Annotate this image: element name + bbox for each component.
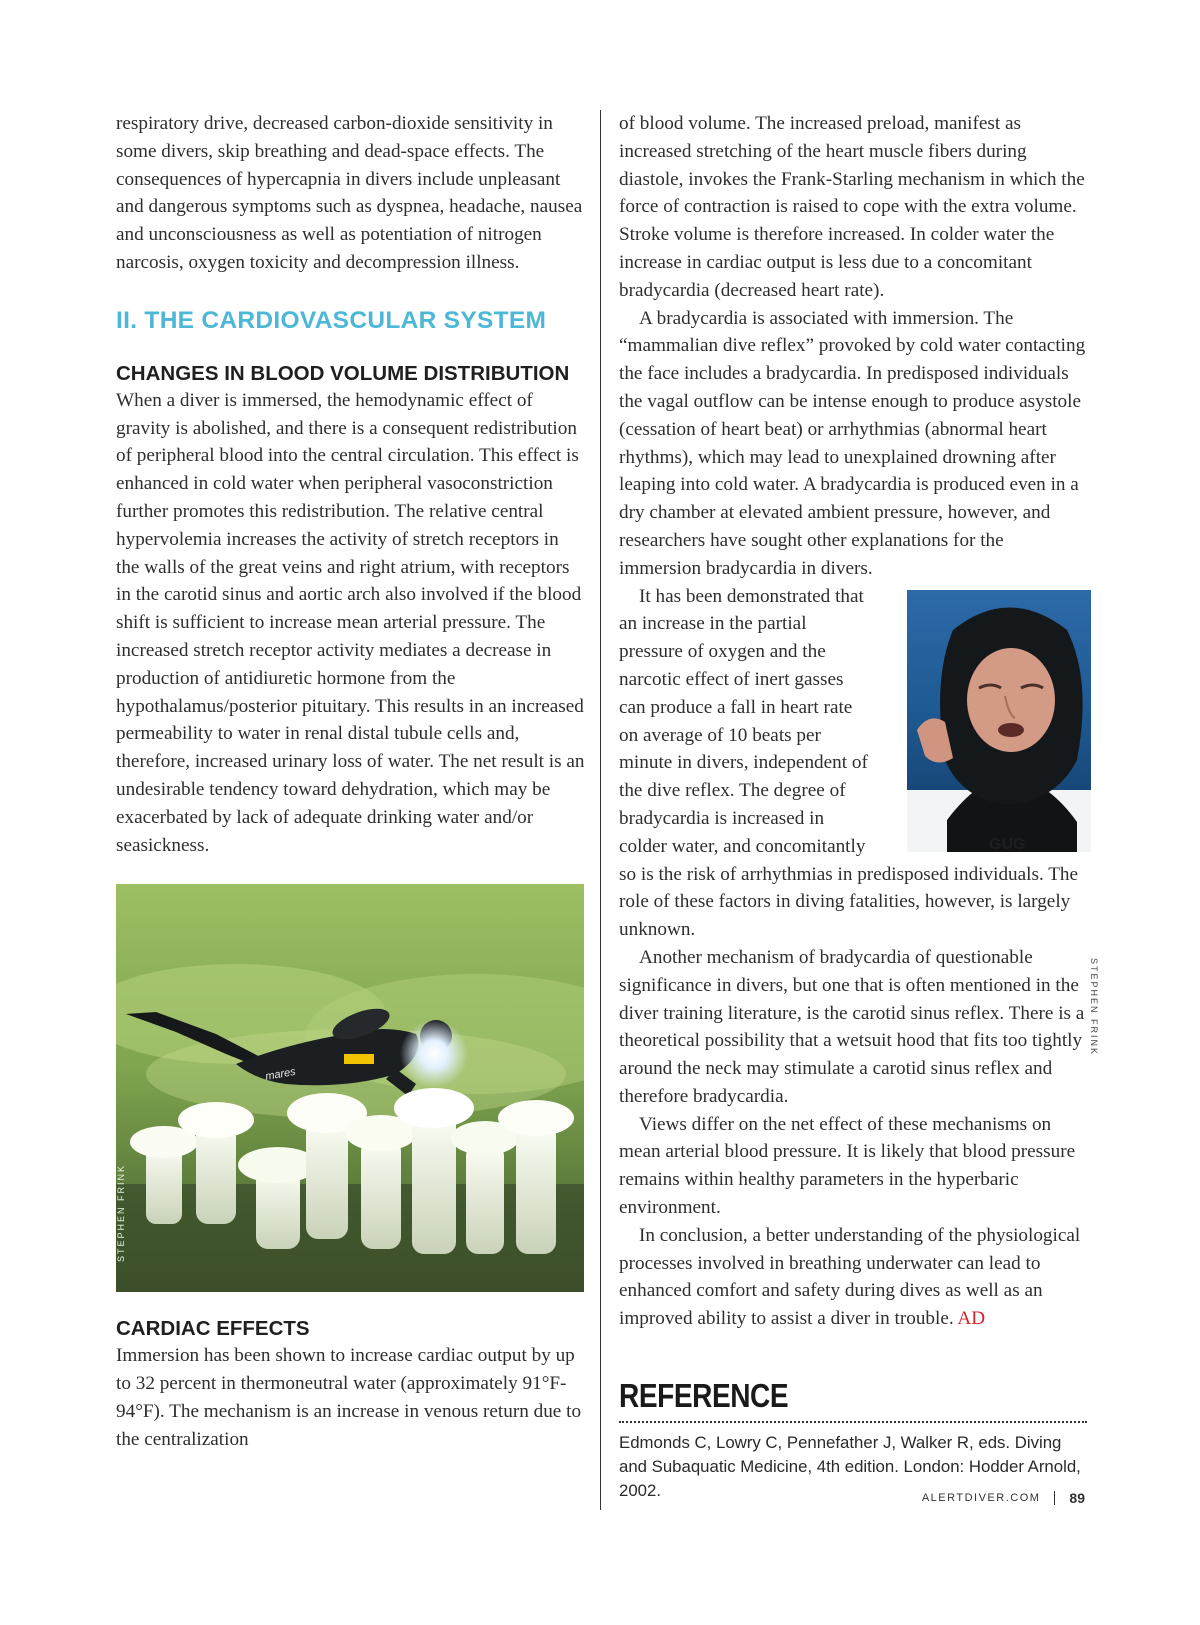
blood-volume-paragraph: When a diver is immersed, the hemodynamic effect of gravity is abolished, and there is a consequent redistribution of peripheral blood into the central circulation. This effect is enhanced in cold water when peripheral vasoconstriction further promotes this redistribution. The relative central hypervolemia increases the activity of stretch receptors in the walls of the great veins and right atrium, with receptors in the carotid sinus and aortic arch also involved if the blood shift is sufficient to increase mean arterial pressure. The increased stretch receptor activity mediates a decrease in production of antidiuretic hormone from the hypothalamus/posterior pituitary. This results in an increased permeability to water in renal distal tubule cells and, therefore, increased urinary loss of water. The net result is an undesirable tendency toward dehydration, which may be exacerbated by lack of adequate drinking water and/or seasickness. (116, 389, 585, 856)
hooded-diver-image (907, 590, 1091, 852)
subhead-blood-volume: CHANGES IN BLOOD VOLUME DISTRIBUTION (116, 361, 570, 385)
column-divider (600, 110, 601, 1510)
cardiac-paragraph: Immersion has been shown to increase cardiac output by up to 32 percent in thermoneutral water (approximately 91°F-94°F). The mechanism is an increase in venous return due to the centralization (116, 1345, 582, 1450)
end-mark: AD (957, 1308, 986, 1330)
page-footer (922, 1490, 1085, 1506)
photo-diver-anemones (116, 884, 584, 1292)
footer-separator (1054, 1491, 1055, 1505)
right-column (619, 110, 1089, 1503)
right-para-5: Views differ on the net effect of these mechanisms on mean arterial blood pressure. It is likely that blood pressure remains within healthy parameters in the hyperbaric environment. (619, 1113, 1076, 1219)
photo-hooded-diver (887, 590, 1091, 852)
photo-credit-hooded-diver: STEPHEN FRINK (1089, 958, 1099, 1057)
right-para-1: of blood volume. The increased preload, manifest as increased stretching of the heart muscle fibers during diastole, invokes the Frank-Starling mechanism in which the force of contraction is raised to cope with the extra volume. Stroke volume is therefore increased. In colder water the increase in cardiac output is less due to a concomitant bradycardia (decreased heart rate). (619, 113, 1085, 301)
shirt-text: GUG (989, 835, 1026, 852)
right-para-3-text: It has been demonstrated that an increase in the partial pressure of oxygen and the narcotic effect of inert gasses can produce a fall in heart rate on average of 10 beats per minute in divers, independent of the dive reflex. The degree of bradycardia is increased in colder water, and concomitantly so is the risk of arrhythmias in predisposed individuals. The role of these factors in diving fatalities, however, is largely unknown. (619, 585, 1079, 941)
section-title: II. THE CARDIOVASCULAR SYSTEM (116, 306, 547, 334)
footer-site: ALERTDIVER.COM (921, 1492, 1041, 1504)
right-para-6 (619, 1222, 1089, 1333)
photo-credit-diver: STEPHEN FRINK (116, 1163, 126, 1262)
right-para-2: A bradycardia is associated with immersion. The “mammalian dive reflex” provoked by cold water contacting the face includes a bradycardia. In predisposed individuals the vagal outflow can be intense enough to produce asystole (cessation of heart beat) or arrhythmias (abnormal heart rhythms), which may lead to unexplained drowning after leaping into cold water. A bradycardia is produced even in a dry chamber at elevated ambient pressure, however, and researchers have sought other explanations for the immersion bradycardia in divers. (619, 307, 1086, 579)
diver-anemones-image (116, 884, 584, 1292)
subhead-cardiac: CARDIAC EFFECTS (116, 1317, 310, 1341)
left-column (116, 110, 586, 1454)
intro-paragraph: respiratory drive, decreased carbon-dioxide sensitivity in some divers, skip breathing and dead-space effects. The consequences of hypercapnia in divers include unpleasant and dangerous symptoms such as dyspnea, headache, nausea and unconsciousness as well as potentiation of nitrogen narcosis, oxygen toxicity and decompression illness. (116, 113, 583, 273)
reference-dotted-rule (619, 1421, 1087, 1423)
right-para-4: Another mechanism of bradycardia of questionable significance in divers, but one that is often mentioned in the diver training literature, is the carotid sinus reflex. There is a theoretical possibility that a wetsuit hood that fits too tightly around the neck may stimulate a carotid sinus reflex and therefore bradycardia. (619, 946, 1085, 1107)
page-number: 89 (1069, 1490, 1085, 1506)
gear-logo: mares (264, 1066, 297, 1084)
conclusion-text: In conclusion, a better understanding of the physiological processes involved in breathing underwater can lead to enhanced comfort and safety during dives as well as an improved ability to assist a diver in trouble. (619, 1224, 1081, 1330)
right-para-3-with-photo (619, 583, 1089, 944)
reference-text: Edmonds C, Lowry C, Pennefather J, Walker R, eds. Diving and Subaquatic Medicine, 4th edition. London: Hodder Arnold, 2002. (619, 1433, 1081, 1501)
reference-title: REFERENCE (619, 1377, 789, 1415)
